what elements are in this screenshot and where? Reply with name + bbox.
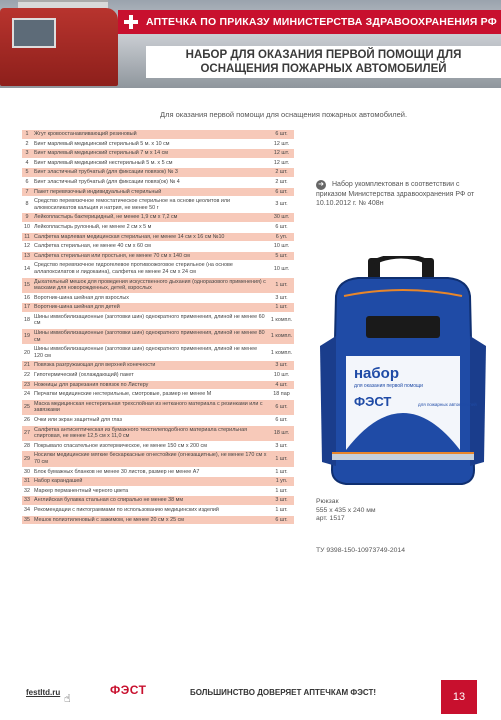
row-item-name: Салфетка стерильная, не менее 40 см х 60 см [34,243,151,250]
row-quantity: 1 компл. [270,317,293,324]
row-item-name: Жгут кровоостанавливающий резиновый [34,131,137,137]
row-quantity: 18 шт. [273,429,290,436]
order-note [316,180,482,208]
row-item-name: Воротник-шина шейная для детей [34,304,120,311]
row-number: 23 [24,381,30,388]
table-row [22,252,294,262]
row-number: 20 [24,349,30,356]
row-item-name: Очки или экран защитный для глаз [34,417,122,423]
row-item-name: Салфетка марлевая медицинская стерильная, не менее 14 см х 16 см №10 [34,233,225,240]
row-number: 16 [24,294,30,301]
row-number: 26 [24,417,30,423]
row-quantity: 3 шт. [275,201,288,208]
brand-logo: ФЭСТ [110,683,147,697]
row-quantity: 1 шт. [275,506,288,513]
spec-type: Рюкзак [316,498,339,505]
row-number: 34 [24,506,30,513]
row-number: 18 [24,317,30,324]
row-quantity: 6 шт. [275,404,288,411]
row-item-name: Дыхательный мешок для проведения искусственного дыхания (одноразового применения) с масками для новорожденных, детей, взрослых [34,278,266,292]
spec-tu: ТУ 9398-150-10973749-2014 [316,547,405,554]
page-title-line-2: ОСНАЩЕНИЯ ПОЖАРНЫХ АВТОМОБИЛЕЙ [200,63,447,75]
table-row [22,390,294,400]
row-item-name: Воротник-шина шейная для взрослых [34,294,130,301]
footer [0,672,501,720]
row-item-name: Бинт эластичный трубчатый (для фиксации повяз(ок) № 4 [34,178,180,185]
row-number: 13 [24,252,30,259]
row-number: 29 [24,455,30,462]
page-subtitle: Для оказания первой помощи для оснащения пожарных автомобилей. [160,110,408,119]
row-number: 35 [24,516,30,523]
row-number: 12 [24,243,30,250]
row-quantity: 18 пар [273,391,290,398]
page-title [146,46,501,78]
row-quantity: 1 шт. [275,281,288,288]
order-note-text: Набор укомплектован в соответствии с приказом Министерства здравоохранения РФ от 10.10.2012 г. № 408н [316,181,475,207]
row-quantity: 1 компл. [270,349,293,356]
row-item-name: Английская булавка стальная со спиралью не менее 38 мм [34,497,184,504]
row-item-name: Шины иммобилизационные (заготовки шин) однократного применения, длиной не менее 60 см [34,313,265,327]
row-quantity: 1 шт. [275,487,288,494]
row-item-name: Лейкопластырь бактерицидный, не менее 1,9 см х 7,2 см [34,214,178,221]
table-row [22,416,294,426]
backpack-image [318,256,488,488]
table-row [22,261,294,277]
row-item-name: Шины иммобилизационные (заготовки шин) однократного применения, длиной не менее 120 см [34,346,258,359]
table-row [22,313,294,329]
table-row [22,178,294,188]
table-row [22,361,294,371]
table-row [22,303,294,313]
fire-truck-image [0,8,118,86]
table-row [22,213,294,223]
row-quantity: 30 шт. [273,214,290,221]
table-row [22,233,294,243]
row-quantity: 3 шт. [275,442,288,449]
row-item-name: Повязка разгружающая для верхней конечности [34,362,156,369]
table-row [22,381,294,391]
row-quantity: 1 компл. [270,333,293,340]
medical-cross-icon [124,15,138,29]
row-quantity: 3 шт. [275,362,288,369]
row-quantity: 6 шт. [275,131,288,137]
row-number: 5 [25,169,29,176]
items-table [22,130,294,525]
row-item-name: Бинт марлевый медицинский стерильный 5 м. х 10 см [34,140,170,147]
bag-handle [374,256,428,262]
row-number: 10 [24,223,30,230]
row-quantity: 12 шт. [273,159,290,166]
row-number: 9 [25,214,29,221]
row-item-name: Набор карандашей [34,478,83,485]
footer-slogan: БОЛЬШИНСТВО ДОВЕРЯЕТ АПТЕЧКАМ ФЭСТ! [190,688,377,697]
row-number: 6 [25,178,29,185]
spec-article: арт. 1517 [316,515,345,522]
header-bar [118,10,501,34]
row-number: 3 [25,150,29,157]
table-row [22,242,294,252]
bag-label-brand: набор [354,365,399,382]
hand-cursor-icon: ☝ [64,693,71,705]
table-row [22,168,294,178]
table-row [22,400,294,416]
arrow-right-icon: ➜ [316,180,326,190]
table-row [22,223,294,233]
row-item-name: Маска медицинская нестерильная трехслойная из нетканого материала с резинками или с завязками [34,400,263,414]
table-row [22,149,294,159]
table-row [22,197,294,213]
row-quantity: 3 шт. [275,497,288,504]
row-number: 31 [24,478,30,485]
row-quantity: 3 шт. [275,294,288,301]
row-quantity: 1 шт. [275,455,288,462]
row-quantity: 6 шт. [275,516,288,523]
table-row [22,329,294,345]
table-row [22,516,294,526]
row-item-name: Бинт марлевый медицинский стерильный 7 м х 14 см [34,150,169,157]
row-item-name: Покрывало спасательное изотермическое, не менее 150 см х 200 см [34,442,207,449]
row-item-name: Мешок полиэтиленовый с зажимом, не менее 20 см х 25 см [34,516,184,523]
row-item-name: Рекомендации с пиктограммами по использованию медицинских изделий [34,506,219,513]
row-item-name: Бинт эластичный трубчатый (для фиксации повязок) № 3 [34,169,178,176]
bag-side-pocket-left [320,336,336,466]
row-number: 28 [24,442,30,449]
bag-side-pocket-right [470,336,486,466]
table-row [22,278,294,294]
bag-label-sub: для оказания первой помощи [354,383,423,389]
website-link[interactable]: festltd.ru [26,688,61,697]
row-number: 27 [24,429,30,436]
row-quantity: 6 шт. [275,417,288,423]
bag-label-side: для пожарных автомобилей [418,402,477,407]
bag-front-strap [366,316,440,338]
row-number: 19 [24,333,30,340]
row-item-name: Пакет перевязочный индивидуальный стерильный [34,188,162,195]
row-number: 11 [24,233,30,240]
row-item-name: Шины иммобилизационные (заготовки шин) однократного применения, длиной не менее 80 см [34,330,265,343]
row-item-name: Лейкопластырь рулонный, не менее 2 см х 5 м [34,223,152,230]
table-row [22,159,294,169]
row-item-name: Средство перевязочное гидрогелевое противоожоговое стерильное (на основе аллапоксилатов и лидокаина), салфетка не менее 24 см х 24 см [34,262,233,275]
row-item-name: Бинт марлевый медицинский нестерильный 5 м. х 5 см [34,159,173,166]
row-number: 14 [24,265,30,272]
table-row [22,506,294,516]
table-row [22,188,294,198]
row-number: 15 [24,281,30,288]
row-number: 30 [24,468,30,475]
row-item-name: Ножницы для разрезания повязок по Листеру [34,381,149,388]
row-number: 24 [24,391,30,398]
row-number: 22 [24,372,30,379]
row-number: 8 [25,201,29,208]
table-row [22,477,294,487]
table-row [22,487,294,497]
table-row [22,426,294,442]
header-title: АПТЕЧКА ПО ПРИКАЗУ МИНИСТЕРСТВА ЗДРАВООХРАНЕНИЯ РФ [146,16,497,28]
row-quantity: 10 шт. [273,243,290,250]
row-quantity: 2 шт. [275,178,288,185]
row-number: 2 [25,140,29,147]
row-number: 17 [24,304,30,311]
page-title-line-1: НАБОР ДЛЯ ОКАЗАНИЯ ПЕРВОЙ ПОМОЩИ ДЛЯ [185,49,462,61]
row-item-name: Салфетка стерильная или простыня, не менее 70 см х 140 см [34,252,190,259]
table-row [22,130,294,140]
row-number: 7 [25,188,29,195]
row-number: 21 [24,362,30,369]
table-row [22,140,294,150]
row-number: 32 [24,487,30,494]
table-row [22,371,294,381]
row-quantity: 4 шт. [275,381,288,388]
table-row [22,442,294,452]
row-item-name: Блок бумажных бланков не менее 30 листов, размер не менее А7 [34,468,200,475]
row-quantity: 1 шт. [275,468,288,475]
row-quantity: 2 шт. [275,169,288,176]
row-quantity: 6 уп. [275,233,288,240]
product-specs [316,498,376,524]
row-quantity: 12 шт. [273,150,290,157]
row-item-name: Маркер перманентный черного цвета [34,487,129,494]
row-number: 25 [24,404,30,411]
row-item-name: Средство перевязочное гемостатическое стерильное на основе цеолитов или алюмосиликатов кальция и натрия, не менее 50 г [34,198,230,211]
table-row [22,451,294,467]
row-item-name: Салфетка антисептическая из бумажного текстилеподобного материала стерильная спиртовая, не менее 12,5 см х 11,0 см [34,426,248,440]
row-item-name: Носилки медицинские мягкие бескаркасные огнестойкие (огнезащитные), не менее 170 см х 70 см [34,452,267,465]
row-quantity: 10 шт. [273,265,290,272]
page-number: 13 [441,680,477,714]
row-item-name: Гипотермический (охлаждающий) пакет [34,372,134,379]
row-quantity: 1 шт. [275,304,288,311]
row-quantity: 10 шт. [273,372,290,379]
row-quantity: 6 шт. [275,188,288,195]
row-number: 1 [25,131,29,137]
bag-reflective-stripe [332,454,474,460]
table-row [22,468,294,478]
row-quantity: 6 шт. [275,223,288,230]
table-row [22,496,294,506]
bag-label-logo: ФЭСТ [354,394,392,409]
row-quantity: 12 шт. [273,140,290,147]
table-row [22,294,294,304]
row-number: 33 [24,497,30,504]
row-number: 4 [25,159,29,166]
row-quantity: 5 шт. [275,252,288,259]
row-item-name: Перчатки медицинские нестерильные, смотровые, размер не менее М [34,391,212,398]
bag-orange-trim [332,452,474,454]
table-row [22,345,294,361]
spec-size: 555 х 435 х 240 мм [316,506,376,514]
row-quantity: 1 уп. [275,478,288,485]
